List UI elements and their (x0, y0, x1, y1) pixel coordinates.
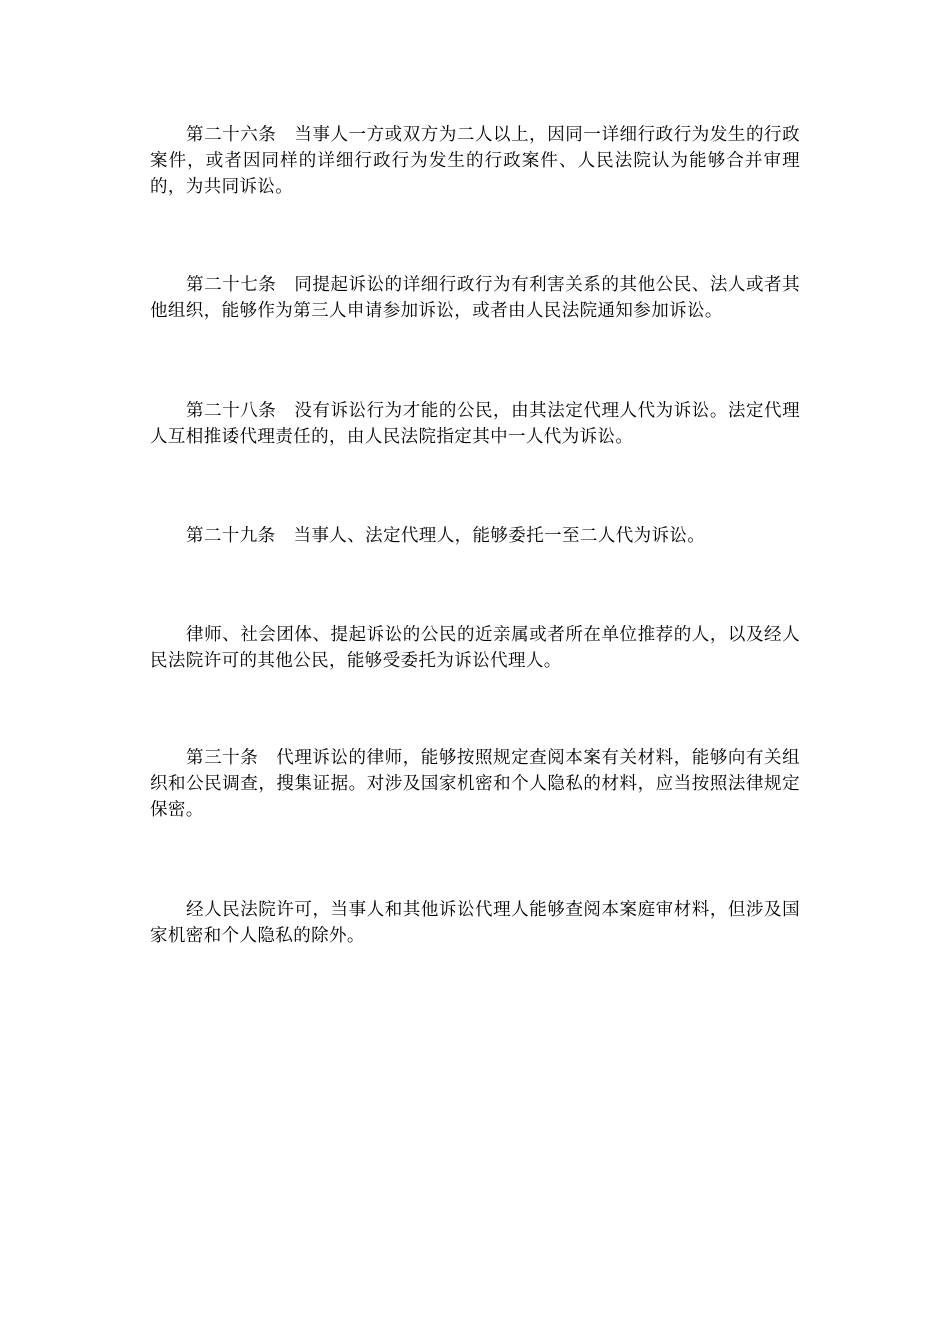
article-text: 同提起诉讼的详细行政行为有利害关系的其他公民、法人或者其他组织，能够作为第三人申请参加诉讼，或者由人民法院通知参加诉讼。 (150, 275, 800, 321)
article-28-paragraph (150, 398, 800, 450)
article-30-continuation-paragraph (150, 897, 800, 949)
paragraph-text: 律师、社会团体、提起诉讼的公民的近亲属或者所在单位推荐的人，以及经人民法院许可的其他公民，能够受委托为诉讼代理人。 (150, 625, 800, 671)
paragraph-text: 经人民法院许可，当事人和其他诉讼代理人能够查阅本案庭审材料，但涉及国家机密和个人隐私的除外。 (150, 900, 800, 946)
article-number: 第二十九条 (186, 526, 276, 546)
article-text: 代理诉讼的律师，能够按照规定查阅本案有关材料，能够向有关组织和公民调查，搜集证据。对涉及国家机密和个人隐私的材料，应当按照法律规定保密。 (150, 748, 800, 820)
article-text: 没有诉讼行为才能的公民，由其法定代理人代为诉讼。法定代理人互相推诿代理责任的，由人民法院指定其中一人代为诉讼。 (150, 401, 800, 447)
article-number: 第三十条 (186, 748, 259, 768)
article-number: 第二十八条 (186, 401, 277, 421)
article-number: 第二十六条 (186, 125, 277, 145)
article-29-continuation-paragraph (150, 622, 800, 674)
article-26-paragraph (150, 122, 800, 200)
article-30-paragraph (150, 745, 800, 823)
article-number: 第二十七条 (186, 275, 277, 295)
article-text: 当事人、法定代理人，能够委托一至二人代为诉讼。 (293, 526, 706, 546)
article-text: 当事人一方或双方为二人以上，因同一详细行政行为发生的行政案件，或者因同样的详细行政行为发生的行政案件、人民法院认为能够合并审理的，为共同诉讼。 (150, 125, 800, 197)
article-27-paragraph (150, 272, 800, 324)
article-29-paragraph (150, 523, 800, 549)
